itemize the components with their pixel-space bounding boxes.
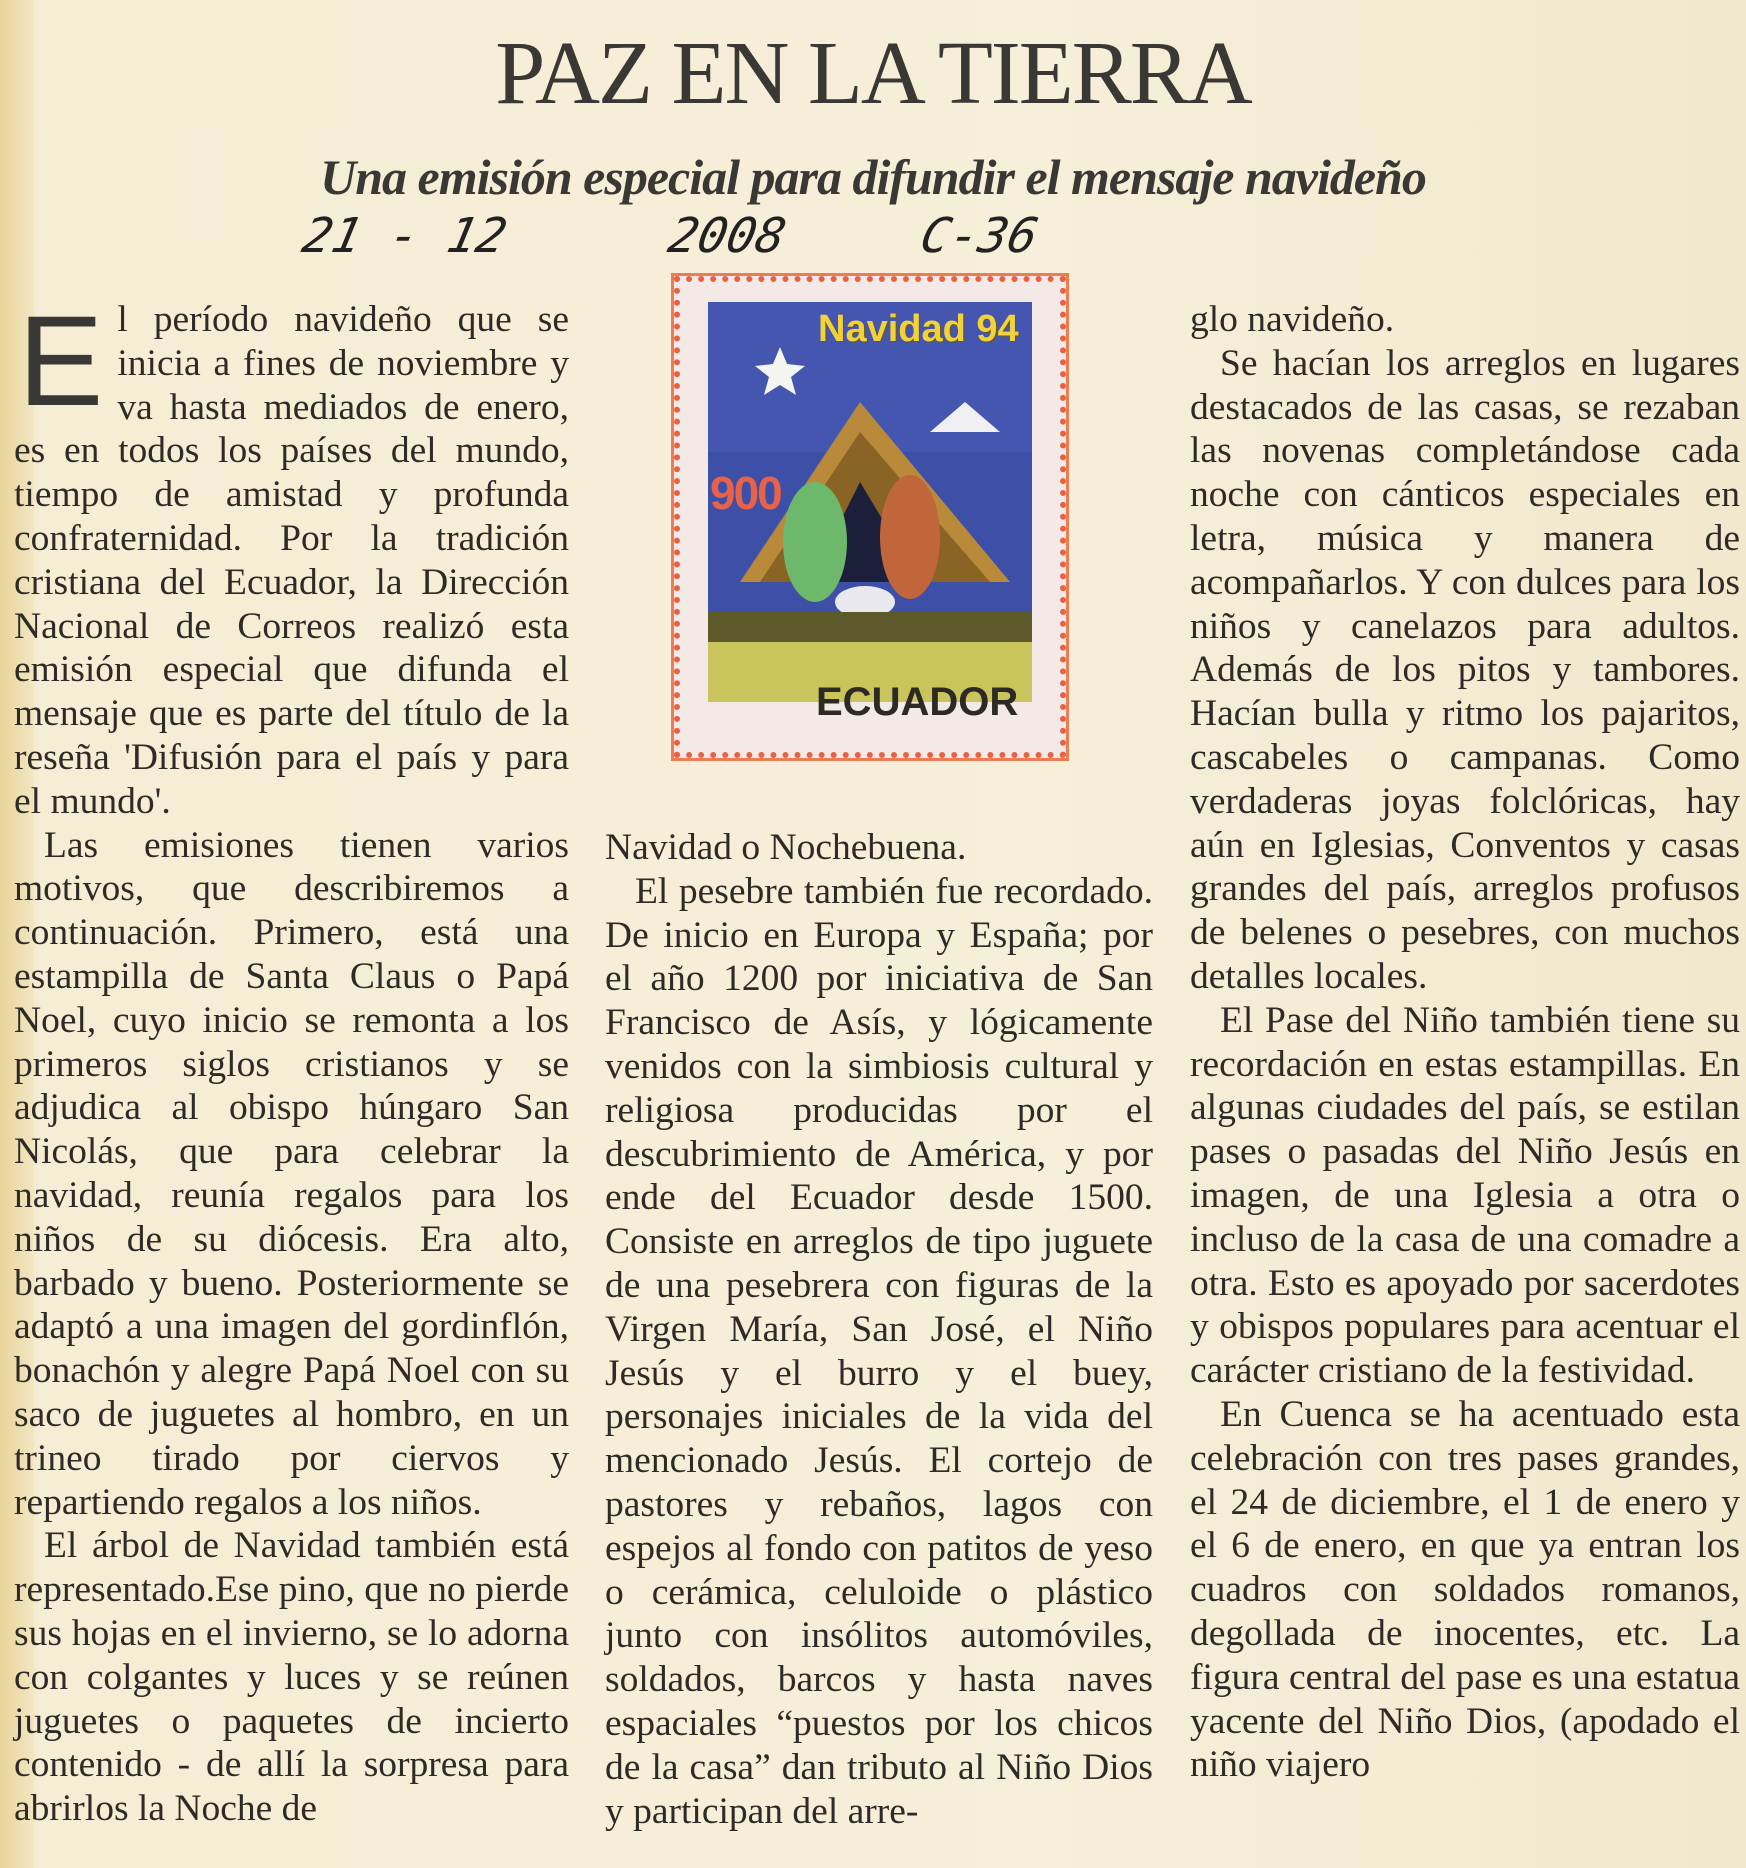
article-subtitle: Una emisión especial para difundir el mensaje navideño xyxy=(320,149,1426,205)
figure-joseph xyxy=(880,475,940,599)
paragraph: En Cuenca se ha acentuado esta celebración con tres pases grandes, el 24 de diciembre, el 1 de enero y el 6 de enero, en que ya entran los cuadros con soldados romanos, degollada de inocentes, etc. La figura central del pase es una estatua yacente del Niño Dios, (apodado el niño viajero xyxy=(1190,1393,1740,1786)
paragraph: El pesebre también fue recordado. De inicio en Europa y España; por el año 1200 por iniciativa de San Francisco de Asís, y lógicamente venidos con la simbiosis cultural y religiosa producidas por el descubrimiento de América, y por ende del Ecuador desde 1500. Consiste en arreglos de tipo juguete de una pesebrera con figuras de la Virgen María, San José, el Niño Jesús y el burro y el buey, personajes iniciales de la vida del mencionado Jesús. El cortejo de pastores y rebaños, lagos con espejos al fondo con patitos de yeso o cerámica, celuloide o plástico junto con insólitos automóviles, soldados, barcos y hasta naves espaciales “puestos por los chicos de la casa” dan tributo al Niño Dios y participan del arre- xyxy=(605,870,1153,1832)
paragraph: Se hacían los arreglos en lugares destacados de las casas, se rezaban las novenas completándose cada noche con cánticos especiales en letra, música y manera de acompañarlos. Y con dulces para los niños y canelazos para adultos. Además de los pitos y tambores. Hacían bulla y ritmo los pajaritos, cascabeles o campanas. Como verdaderas joyas folclóricas, hay aún en Iglesias, Conventos y casas grandes del país, arreglos profusos de belenes o pesebres, con muchos detalles locales. xyxy=(1190,342,1740,997)
handwritten-page-ref: C-36 xyxy=(915,208,1044,264)
paragraph: Navidad o Nochebuena. xyxy=(605,827,967,868)
handwritten-date: 21 - 12 xyxy=(297,208,512,264)
paragraph: Las emisiones tienen varios motivos, que describiremos a continuación. Primero, está una estampilla de Santa Claus o Papá Noel, cuyo inicio se remonta a los primeros siglos cristianos y se adjudica al obispo húngaro San Nicolás, que para celebrar la navidad, reunía regalos para los niños de su diócesis. Era alto, barbado y bueno. Posteriormente se adaptó a una imagen del gordinflón, bonachón y alegre Papá Noel con su saco de juguetes al hombro, en un trineo tirado por ciervos y repartiendo regalos a los niños. xyxy=(14,824,569,1523)
figure-mary xyxy=(783,482,847,602)
stamp-title: Navidad 94 xyxy=(818,308,1019,350)
stamp-country: ECUADOR xyxy=(816,680,1019,724)
christmas-stamp xyxy=(674,276,1066,758)
paragraph: El árbol de Navidad también está representado.Ese pino, que no pierde sus hojas en el invierno, se lo adorna con colgantes y luces y se reúnen juguetes o paquetes de incierto contenido - de allí la sorpresa para abrirlos la Noche de xyxy=(14,1525,569,1830)
article-title: PAZ EN LA TIERRA xyxy=(495,24,1251,123)
stamp-value: 900 xyxy=(710,467,781,519)
paragraph: El período navideño que se inicia a fines de noviembre y va hasta mediados de enero, es en todos los países del mundo, tiempo de amistad y profunda confraternidad. Por la tradición cristiana del Ecuador, la Dirección Nacional de Correos realizó esta emisión especial que difunda el mensaje que es parte del título de la reseña 'Difusión para el país y para el mundo'. xyxy=(14,290,569,822)
handwritten-year: 2008 xyxy=(663,208,792,264)
paragraph: El Pase del Niño también tiene su recordación en estas estampillas. En algunas ciudades del país, se estilan pases o pasadas del Niño Jesús en imagen, de una Iglesia a otra o incluso de la casa de una comadre a otra. Esto es apoyado por sacerdotes y obispos populares para acentuar el carácter cristiano de la festividad. xyxy=(1190,999,1740,1392)
column-3 xyxy=(1190,298,1740,1787)
drop-cap: E xyxy=(18,290,104,433)
column-1 xyxy=(14,290,569,1831)
paragraph: glo navideño. xyxy=(1190,299,1395,340)
column-2 xyxy=(605,826,1153,1833)
